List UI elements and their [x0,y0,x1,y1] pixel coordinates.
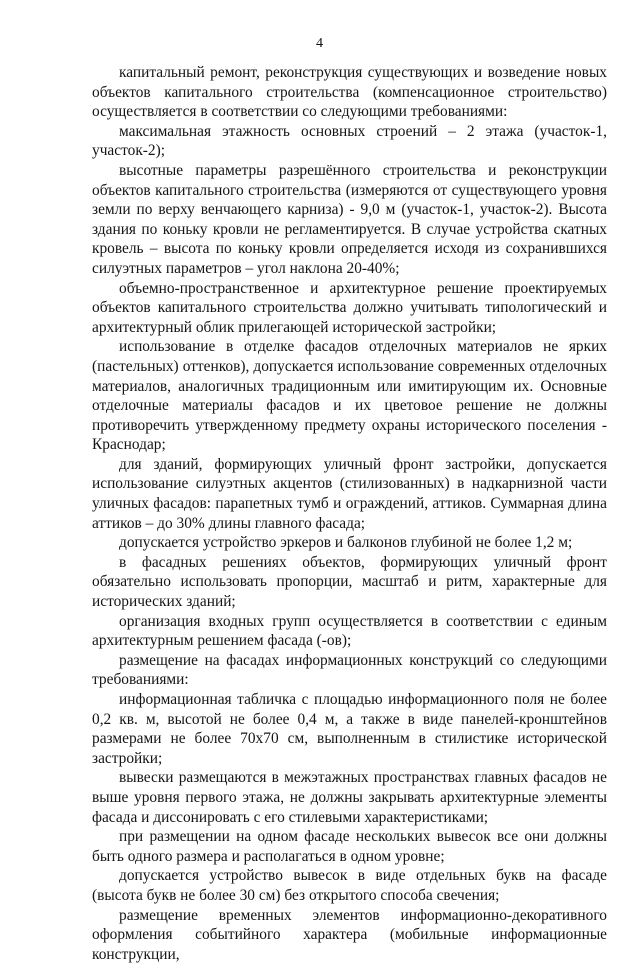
paragraph-5: использование в отделке фасадов отделочных материалов не ярких (пастельных) оттенков), допускается использование современных отделочных материалов, аналогичных традиционным или имитирующим их. Основные отделочные материалы фасадов и их цветовое решение не должны противоречить утвержденному предмету охраны исторического поселения - Краснодар; [92,338,607,454]
paragraph-1: капитальный ремонт, реконструкция существующих и возведение новых объектов капитального строительства (компенсационное строительство) осуществляется в соответствии со следующими требованиями: [92,64,607,121]
paragraph-10: размещение на фасадах информационных конструкций со следующими требованиями: [92,651,607,689]
paragraph-4: объемно-пространственное и архитектурное решение проектируемых объектов капитального строительства должно учитывать типологический и архитектурный облик прилегающей исторической застройки; [92,279,607,336]
page-number: 4 [316,36,323,51]
paragraph-15: размещение временных элементов информационно-декоративного оформления событийного характера (мобильные информационные конструкции, [92,906,607,963]
paragraph-13: при размещении на одном фасаде нескольких вывесок все они должны быть одного размера и располагаться в одном уровне; [92,828,607,865]
paragraph-7: допускается устройство эркеров и балконов глубиной не более 1,2 м; [119,534,573,552]
paragraph-12: вывески размещаются в межэтажных пространствах главных фасадов не выше уровня первого этажа, не должны закрывать архитектурные элементы фасада и диссонировать с его стилевыми характеристиками; [92,769,607,826]
paragraph-9: организация входных групп осуществляется в соответствии с единым архитектурным решением фасада (-ов); [92,612,607,650]
document-body [92,63,607,964]
paragraph-11: информационная табличка с площадью информационного поля не более 0,2 кв. м, высотой не более 0,4 м, а также в виде панелей-кронштейнов размерами не более 70х70 см, выполненным в стилистике исторической застройки; [92,691,607,767]
paragraph-2: максимальная этажность основных строений – 2 этажа (участок-1, участок-2); [92,122,607,160]
paragraph-3: высотные параметры разрешённого строительства и реконструкции объектов капитального строительства (измеряются от существующего уровня земли по верху венчающего карниза) - 9,0 м (участок-1, участок-2). Высота здания по коньку кровли не регламентируется. В случае устройства скатных кровель – высота по коньку кровли определяется исходя из сохранившихся силуэтных параметров – угол наклона 20-40%; [92,161,607,277]
paragraph-14: допускается устройство вывесок в виде отдельных букв на фасаде (высота букв не более 30 см) без открытого способа свечения; [92,867,607,904]
paragraph-6: для зданий, формирующих уличный фронт застройки, допускается использование силуэтных акцентов (стилизованных) в надкарнизной части уличных фасадов: парапетных тумб и ограждений, аттиков. Суммарная длина аттиков – до 30% длины главного фасада; [92,455,607,532]
paragraph-8: в фасадных решениях объектов, формирующих уличный фронт обязательно использовать пропорции, масштаб и ритм, характерные для исторических зданий; [92,553,607,611]
